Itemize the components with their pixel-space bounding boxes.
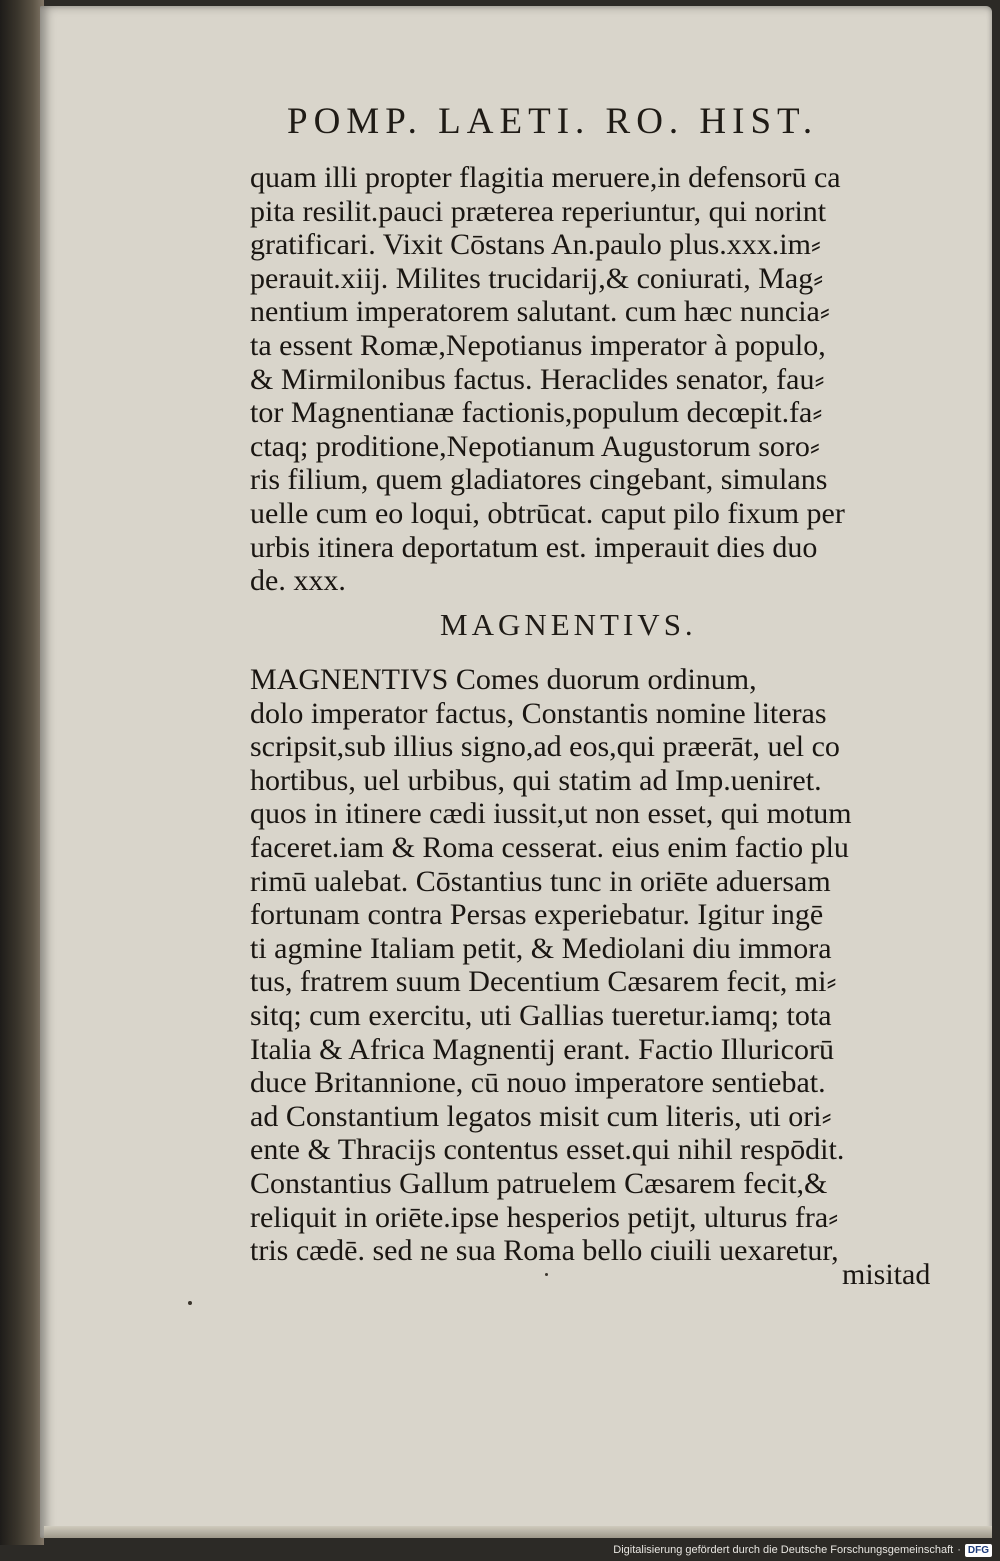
text-line: ctaq; proditione,Nepotianum Augustorum soro⸗ xyxy=(250,429,820,463)
digitization-credit xyxy=(613,1542,992,1558)
text-block-top xyxy=(250,161,962,598)
text-line: nentium imperatorem salutant. cum hæc nuncia⸗ xyxy=(250,295,830,329)
text-line: scripsit,sub illius signo,ad eos,qui præerāt, uel co xyxy=(250,730,840,764)
text-line: Constantius Gallum patruelem Cæsarem fecit,& xyxy=(250,1166,828,1200)
text-block-bottom xyxy=(250,663,962,1268)
text-line: sitq; cum exercitu, uti Gallias tueretur.iamq; tota xyxy=(250,998,832,1032)
text-line: uelle cum eo loqui, obtrūcat. caput pilo fixum per xyxy=(250,496,845,530)
text-line: reliquit in oriēte.ipse hesperios petijt, ulturus fra⸗ xyxy=(250,1200,839,1234)
book-binding xyxy=(0,0,44,1545)
text-line: tus, fratrem suum Decentium Cæsarem fecit, mi⸗ xyxy=(250,965,837,999)
text-line: & Mirmilonibus factus. Heraclides senator, fau⸗ xyxy=(250,362,825,396)
text-line: rimū ualebat. Cōstantius tunc in oriēte aduersam xyxy=(250,864,831,898)
text-line: quam illi propter flagitia meruere,in defensorū ca xyxy=(250,161,841,194)
text-line: ente & Thracijs contentus esset.qui nihil respōdit. xyxy=(250,1133,845,1167)
credit-text: Digitalisierung gefördert durch die Deutsche Forschungsgemeinschaft xyxy=(613,1544,954,1556)
text-line: gratificari. Vixit Cōstans An.paulo plus.xxx.im⸗ xyxy=(250,228,821,262)
text-line: duce Britannione, cū nouo imperatore sentiebat. xyxy=(250,1066,826,1100)
text-line: dolo imperator factus, Constantis nomine literas xyxy=(250,696,827,730)
text-line: Italia & Africa Magnentij erant. Factio Illuricorū xyxy=(250,1032,834,1066)
text-line: ad Constantium legatos misit cum literis, uti ori⸗ xyxy=(250,1099,832,1133)
ink-speck xyxy=(545,1273,548,1276)
text-line: tris cædē. sed ne sua Roma bello ciuili uexaretur, xyxy=(250,1234,839,1268)
ink-speck xyxy=(188,1301,192,1305)
text-line: tor Magnentianæ factionis,populum decœpit.fa⸗ xyxy=(250,396,823,430)
text-line: perauit.xiij. Milites trucidarij,& coniurati, Mag⸗ xyxy=(250,261,824,295)
text-line: quos in itinere cædi iussit,ut non esset, qui motum xyxy=(250,797,852,831)
text-line: pita resilit.pauci præterea reperiuntur, qui norint xyxy=(250,194,827,228)
text-line: ti agmine Italiam petit, & Mediolani diu immora xyxy=(250,931,832,965)
text-line: MAGNENTIVS Comes duorum ordinum, xyxy=(250,663,757,696)
text-line: ta essent Romæ,Nepotianus imperator à populo, xyxy=(250,328,826,362)
text-line: de. xxx. xyxy=(250,564,346,598)
text-line: fortunam contra Persas experiebatur. Igitur ingē xyxy=(250,898,824,932)
text-line: hortibus, uel urbibus, qui statim ad Imp.ueniret. xyxy=(250,763,822,797)
dfg-logo-icon: DFG xyxy=(965,1544,992,1557)
text-line: faceret.iam & Roma cesserat. eius enim factio plu xyxy=(250,830,849,864)
text-line: ris filium, quem gladiatores cingebant, simulans xyxy=(250,463,828,497)
separator: · xyxy=(957,1544,961,1556)
page-edge xyxy=(44,1526,992,1538)
section-title: MAGNENTIVS. xyxy=(440,607,697,642)
text-line: urbis itinera deportatum est. imperauit dies duo xyxy=(250,530,818,564)
running-head: POMP. LAETI. RO. HIST. xyxy=(287,101,819,142)
catchword: misitad xyxy=(842,1258,931,1291)
